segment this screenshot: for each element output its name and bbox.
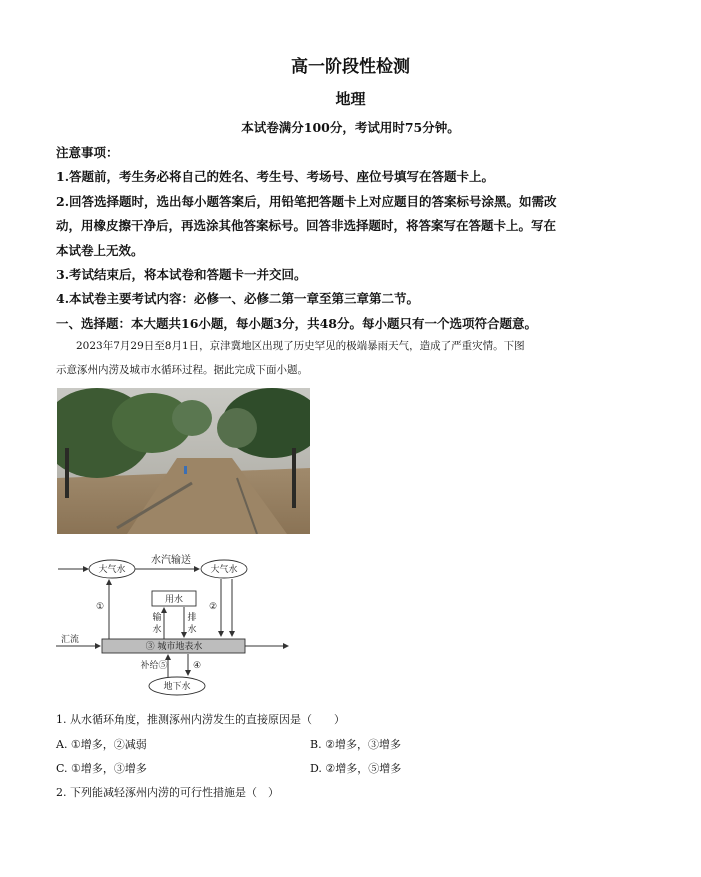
groundwater-label: 地下水 — [163, 682, 191, 692]
label-shu: 输 — [152, 613, 162, 623]
subject-title: 地理 — [335, 90, 366, 108]
atmos-water-left-label: 大气水 — [98, 565, 126, 575]
note-line: 3.考试结束后，将本试卷和答题卡一并交回。 — [56, 267, 307, 282]
label-two: ② — [208, 602, 218, 612]
option-c[interactable]: C. ①增多，③增多 — [56, 762, 147, 775]
label-one: ① — [95, 602, 105, 612]
question-stem: 1. 从水循环角度，推测涿州内涝发生的直接原因是（ ） — [56, 713, 345, 726]
note-line: 本试卷上无效。 — [56, 243, 144, 258]
flood-photo — [57, 388, 310, 534]
transport-label: 水汽输送 — [151, 555, 191, 566]
page-title: 高一阶段性检测 — [291, 57, 410, 77]
use-water-label: 用水 — [164, 595, 184, 605]
note-line: 动，用橡皮擦干净后，再选涂其他答案标号。回答非选择题时，将答案写在答题卡上。写在 — [56, 218, 557, 233]
atmos-water-right-label: 大气水 — [210, 565, 238, 575]
option-b[interactable]: B. ②增多，③增多 — [310, 738, 401, 751]
notes-heading: 注意事项： — [56, 145, 119, 160]
section-heading: 一、选择题：本大题共16小题，每小题3分，共48分。每小题只有一个选项符合题意。 — [56, 316, 537, 331]
passage-line: 2023年7月29日至8月1日，京津冀地区出现了历史罕见的极端暴雨天气，造成了严重灾情。下图 — [76, 340, 525, 352]
note-line: 2.回答选择题时，选出每小题答案后，用铅笔把答题卡上对应题目的答案标号涂黑。如需改 — [56, 194, 557, 209]
label-shui1: 水 — [152, 625, 162, 635]
option-a[interactable]: A. ①增多，②减弱 — [56, 738, 147, 751]
label-shui2: 水 — [187, 625, 197, 635]
water-cycle-diagram — [56, 551, 296, 701]
question-stem: 2. 下列能减轻涿州内涝的可行性措施是（ ） — [56, 786, 279, 799]
note-line: 1.答题前，考生务必将自己的姓名、考生号、考场号、座位号填写在答题卡上。 — [56, 169, 495, 184]
option-d[interactable]: D. ②增多，⑤增多 — [310, 762, 402, 775]
recharge-label: 补给⑤ — [140, 661, 168, 671]
label-four: ④ — [192, 661, 202, 671]
exam-intro: 本试卷满分100分，考试用时75分钟。 — [241, 120, 460, 135]
surface-water-label: ③ 城市地表水 — [145, 642, 203, 652]
label-pai: 排 — [187, 613, 197, 623]
inflow-label: 汇流 — [60, 635, 80, 645]
passage-line: 示意涿州内涝及城市水循环过程。据此完成下面小题。 — [56, 364, 308, 376]
note-line: 4.本试卷主要考试内容：必修一、必修二第一章至第三章第二节。 — [56, 291, 420, 306]
